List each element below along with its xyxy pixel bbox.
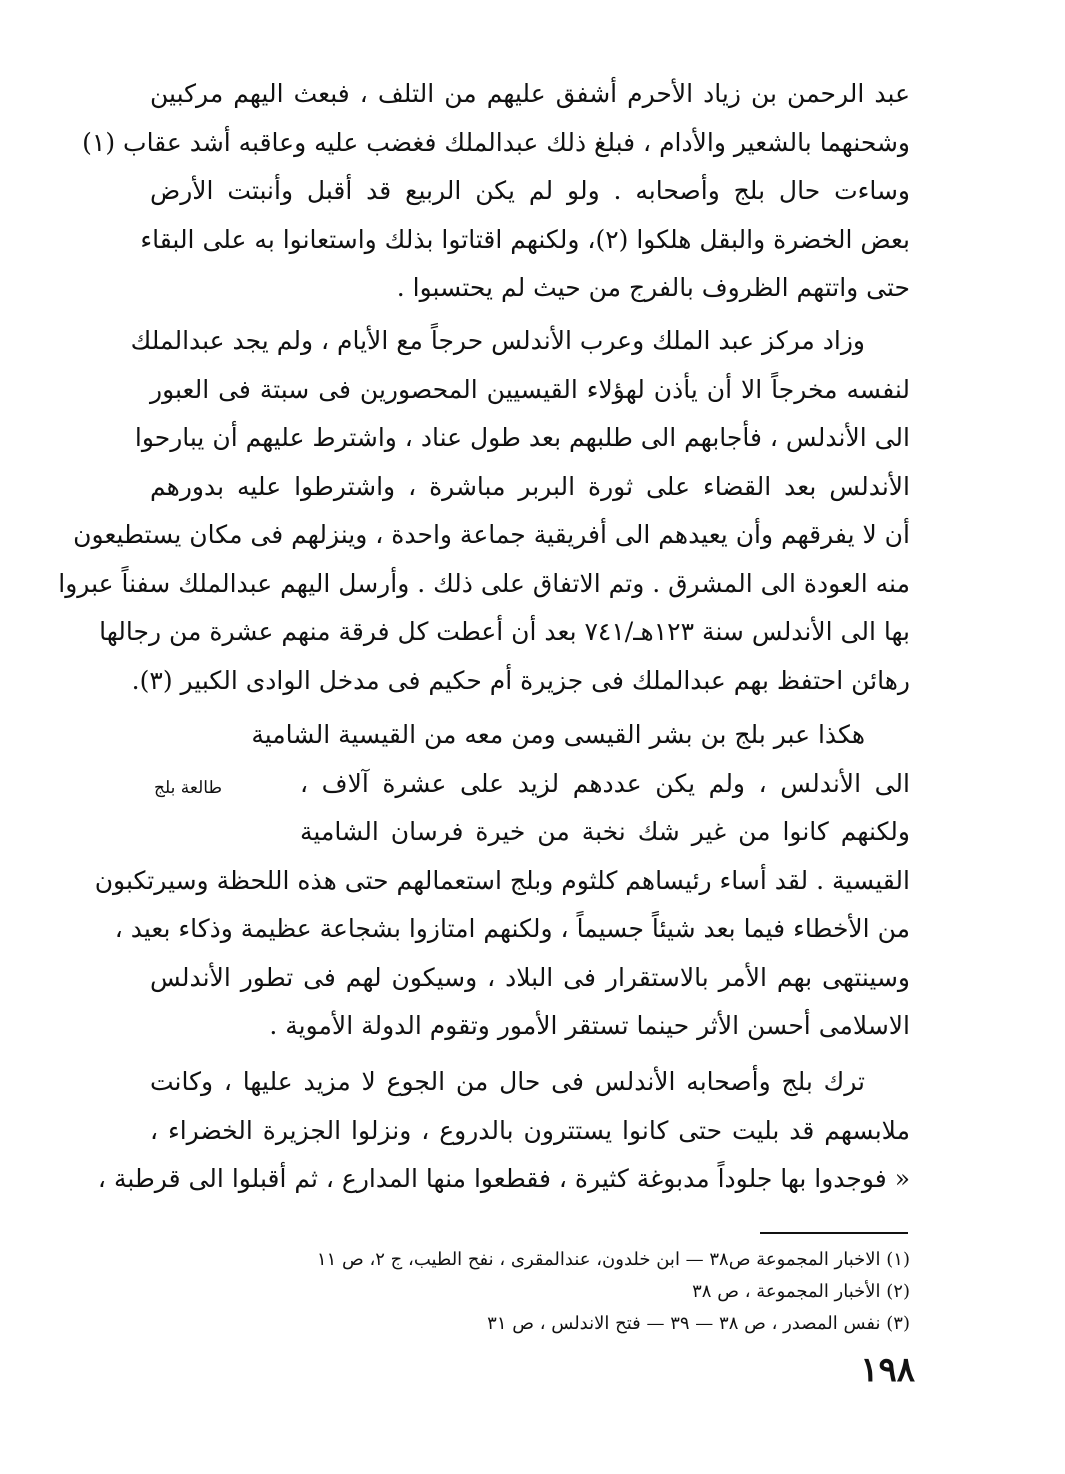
text-line: من الأخطاء فيما بعد شيئاً جسيماً ، ولكنهم امتازوا بشجاعة عظيمة وذكاء بعيد ، xyxy=(114,914,910,943)
text-line: أن لا يفرقهم وأن يعيدهم الى أفريقية جماعة واحدة ، وينزلهم فى مكان يستطيعون xyxy=(73,520,910,549)
text-line: ولكنهم كانوا من غير شك نخبة من خيرة فرسان الشامية xyxy=(300,817,910,846)
paragraph-3 xyxy=(94,711,910,1051)
footnote-separator xyxy=(760,1232,908,1234)
text-line: حتى واتتهم الظروف بالفرج من حيث لم يحتسبوا . xyxy=(396,273,910,302)
text-line: وزاد مركز عبد الملك وعرب الأندلس حرجاً مع الأيام ، ولم يجد عبدالملك xyxy=(130,326,865,355)
text-line: الى الأندلس ، فأجابهم الى طلبهم بعد طول عناد ، واشترط عليهم أن يبارحوا xyxy=(134,423,910,452)
text-line: لنفسه مخرجاً الا أن يأذن لهؤلاء القيسيين المحصورين فى سبتة فى العبور xyxy=(150,374,910,404)
text-line: ترك بلج وأصحابه الأندلس فى حال من الجوع لا مزيد عليها ، وكانت xyxy=(150,1067,865,1096)
text-line: رهائن احتفظ بهم عبدالملك فى جزيرة أم حكيم فى مدخل الوادى الكبير (٣). xyxy=(131,665,910,695)
text-line: بها الى الأندلس سنة ١٢٣هـ/٧٤١ بعد أن أعطت كل فرقة منهم عشرة من رجالها xyxy=(99,617,910,646)
footnote: (٢) الأخبار المجموعة ، ص ٣٨ xyxy=(692,1281,910,1302)
text-line: وساءت حال بلج وأصحابه . ولو لم يكن الربيع قد أقبل وأنبتت الأرض xyxy=(150,176,910,205)
footnotes xyxy=(150,1244,910,1340)
text-line: « فوجدوا بها جلوداً مدبوغة كثيرة ، فقطعوا منها المدارع ، ثم أقبلوا الى قرطبة ، xyxy=(97,1164,910,1193)
text-line: بعض الخضرة والبقل هلكوا (٢)، ولكنهم اقتاتوا بذلك واستعانوا به على البقاء xyxy=(140,224,910,254)
text-line: منه العودة الى المشرق . وتم الاتفاق على ذلك . وأرسل اليهم عبدالملك سفناً عبروا xyxy=(58,568,910,598)
margin-note: طالعة بلج xyxy=(154,778,222,798)
page-number: ١٩٨ xyxy=(860,1350,915,1390)
paragraph-1 xyxy=(82,70,910,313)
text-line: الاسلامى أحسن الأثر حينما تستقر الأمور وتقوم الدولة الأموية . xyxy=(269,1011,910,1040)
text-line: هكذا عبر بلج بن بشر القيسى ومن معه من القيسية الشامية xyxy=(251,720,865,749)
text-line: وسينتهى بهم الأمر بالاستقرار فى البلاد ، وسيكون لهم فى تطور الأندلس xyxy=(150,962,910,992)
paragraph-4 xyxy=(97,1058,910,1204)
footnote: (٣) نفس المصدر ، ص ٣٨ — ٣٩ — فتح الاندلس ، ص ٣١ xyxy=(487,1313,910,1334)
footnote: (١) الاخبار المجموعة ص٣٨ — ابن خلدون، عندالمقرى ، نفح الطيب، ج ٢، ص ١١ xyxy=(316,1249,910,1270)
text-line: ملابسهم قد بليت حتى كانوا يستترون بالدروع ، ونزلوا الجزيرة الخضراء ، xyxy=(150,1115,910,1145)
paragraph-2 xyxy=(58,317,910,705)
text-line: الى الأندلس ، ولم يكن عددهم لزيد على عشرة آلاف ، xyxy=(300,768,910,798)
text-line: الأندلس بعد القضاء على ثورة البربر مباشرة ، واشترطوا عليه بدورهم xyxy=(150,471,910,501)
text-line: وشحنهما بالشعير والأدام ، فبلغ ذلك عبدالملك فغضب عليه وعاقبه أشد عقاب (١) xyxy=(82,127,910,157)
text-line: عبد الرحمن بن زياد الأحرم أشفق عليهم من التلف ، فبعث اليهم مركبين xyxy=(150,79,910,108)
text-line: القيسية . لقد أساء رئيساهم كلثوم وبلج استعمالهم حتى هذه اللحظة وسيرتكبون xyxy=(94,865,910,895)
